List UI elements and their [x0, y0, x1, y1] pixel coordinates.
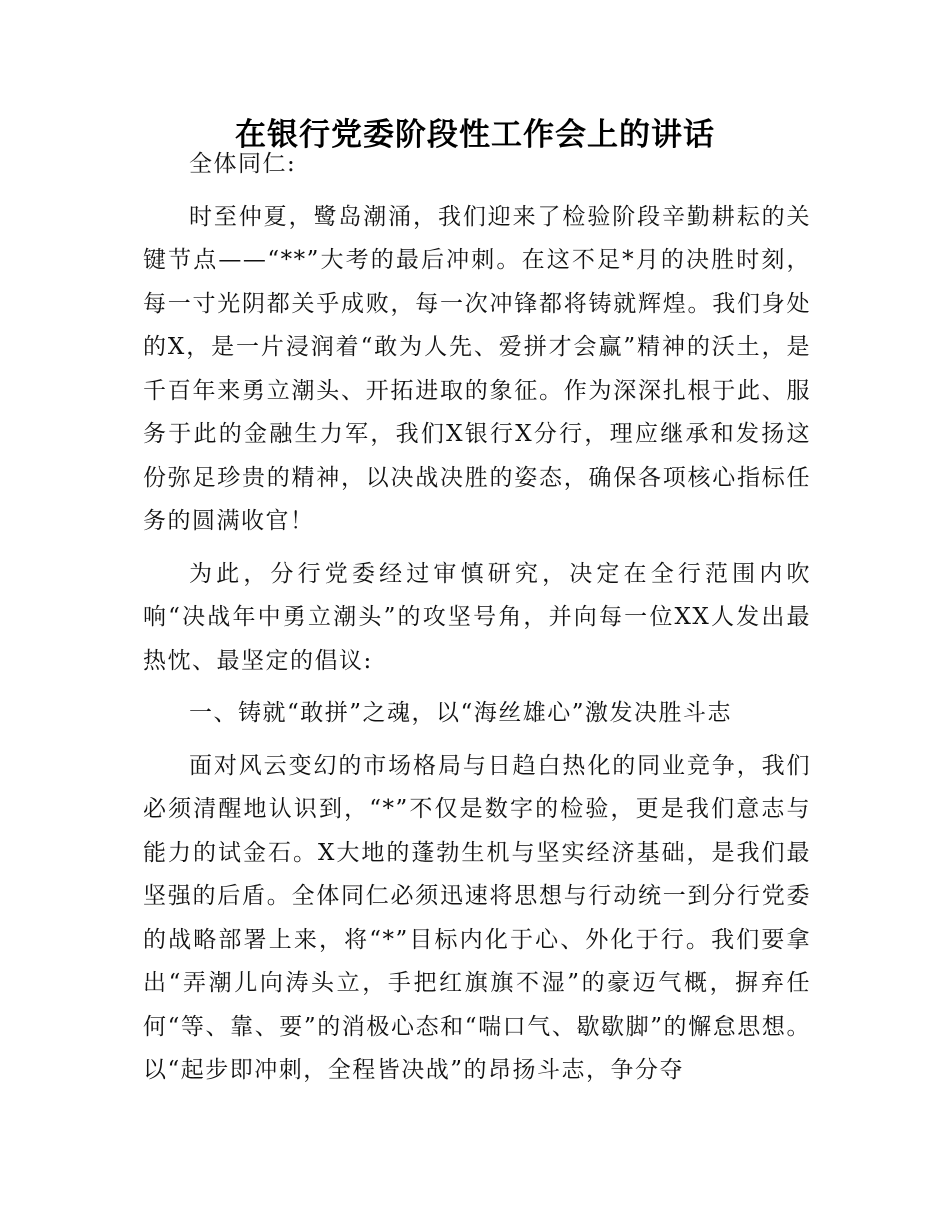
document-body: [143, 143, 811, 1093]
section-heading-1: 一、铸就“敢拼”之魂，以“海丝雄心”激发决胜斗志: [189, 700, 733, 726]
document-title: 在银行党委阶段性工作会上的讲话: [235, 117, 715, 153]
paragraph-1: 时至仲夏，鹭岛潮涌，我们迎来了检验阶段辛勤耕耘的关键节点——“**”大考的最后冲刺。在这不足*月的决胜时刻，每一寸光阴都关乎成败，每一次冲锋都将铸就辉煌。我们身处的X，是一片浸润着“敢为人先、爱拼才会赢”精神的沃土，是千百年来勇立潮头、开拓进取的象征。作为深深扎根于此、服务于此的金融生力军，我们X银行X分行，理应继承和发扬这份弥足珍贵的精神，以决战决胜的姿态，确保各项核心指标任务的圆满收官！: [143, 203, 811, 534]
greeting: 全体同仁:: [189, 151, 297, 177]
paragraph-3: 面对风云变幻的市场格局与日趋白热化的同业竞争，我们必须清醒地认识到，“*”不仅是数字的检验，更是我们意志与能力的试金石。X大地的蓬勃生机与坚实经济基础，是我们最坚强的后盾。全体同仁必须迅速将思想与行动统一到分行党委的战略部署上来，将“*”目标内化于心、外化于行。我们要拿出“弄潮儿向涛头立，手把红旗旗不湿”的豪迈气概，摒弃任何“等、靠、要”的消极心态和“喘口气、歇歇脚”的懈怠思想。以“起步即冲刺，全程皆决战”的昂扬斗志，争分夺: [143, 752, 811, 1083]
paragraph-2: 为此，分行党委经过审慎研究，决定在全行范围内吹响“决战年中勇立潮头”的攻坚号角，并向每一位XX人发出最热忱、最坚定的倡议:: [143, 560, 811, 674]
